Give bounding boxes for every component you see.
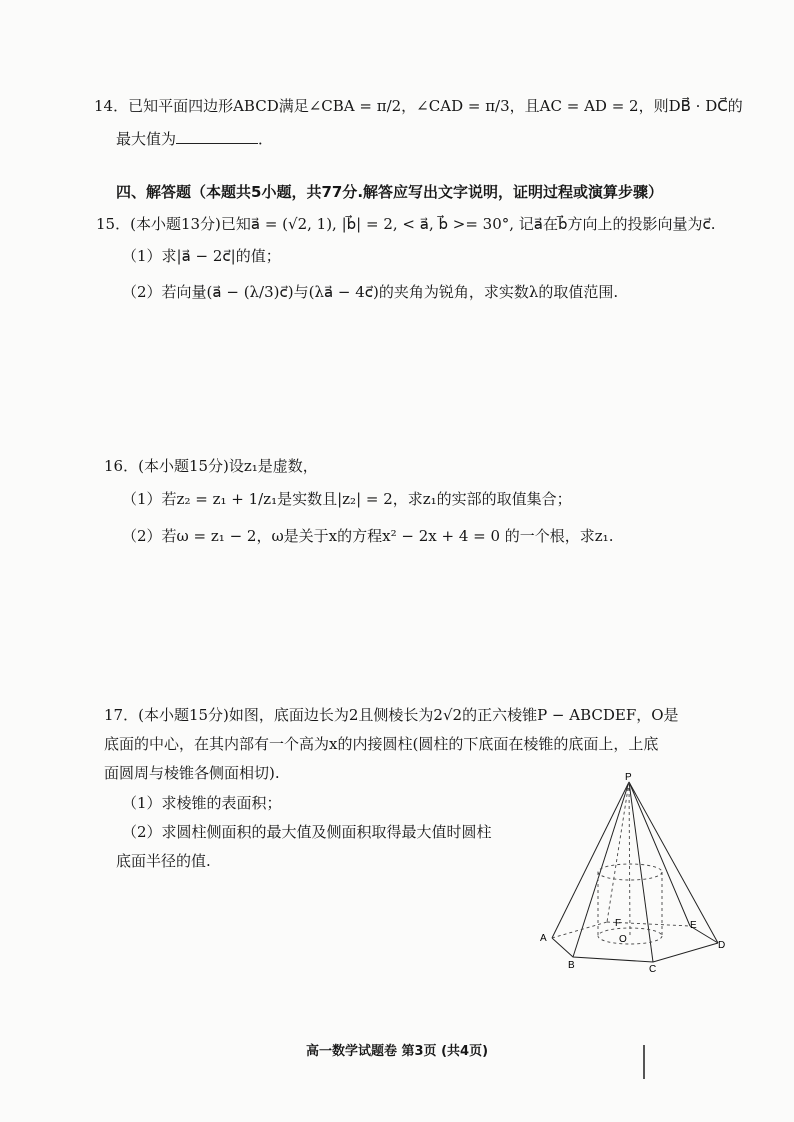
q17-line2: 底面的中心，在其内部有一个高为x的内接圆柱(圆柱的下底面在棱锥的底面上，上底: [104, 735, 659, 753]
q16-stem: 16．(本小题15分)设z₁是虚数，: [104, 457, 318, 475]
q14-line2: [116, 129, 273, 149]
label-A: A: [540, 933, 547, 944]
q16-part1: （1）若z₂ = z₁ + 1/z₁是实数且|z₂| = 2，求z₁的实部的取值集合；: [122, 490, 572, 508]
label-P: P: [625, 772, 632, 783]
margin-mark: [643, 1045, 645, 1079]
base-front: [552, 938, 718, 962]
q15-part1: （1）求|a⃗ − 2c⃗|的值；: [122, 247, 281, 265]
axis-PO: [629, 782, 630, 936]
edge-PC: [629, 782, 653, 962]
page-footer: 高一数学试题卷 第3页 (共4页): [305, 1044, 489, 1059]
edge-PB: [573, 782, 629, 957]
q15-stem: 15．(本小题13分)已知a⃗ = (√2, 1), |b⃗| = 2, < a⃗, b⃗ >= 30°, 记a⃗在b⃗方向上的投影向量为c⃗.: [96, 215, 716, 233]
label-B: B: [568, 960, 575, 971]
label-O: O: [619, 934, 627, 945]
edge-PF: [607, 782, 629, 922]
q17-part1: （1）求棱锥的表面积；: [122, 794, 282, 812]
q14-line1: 14．已知平面四边形ABCD满足∠CBA = π/2，∠CAD = π/3，且AC = AD = 2，则DB⃗ · DC⃗的: [94, 97, 743, 115]
q17-part2a: （2）求圆柱侧面积的最大值及侧面积取得最大值时圆柱: [122, 823, 492, 841]
pyramid-figure: [535, 770, 735, 975]
label-D: D: [718, 940, 726, 951]
q14-line2-text: 最大值为: [116, 130, 177, 148]
cylinder-bottom: [598, 928, 662, 944]
q17-part2b: 底面半径的值.: [116, 852, 211, 870]
q16-part2: （2）若ω = z₁ − 2，ω是关于x的方程x² − 2x + 4 = 0 的一个根，求z₁.: [122, 527, 614, 545]
label-E: E: [690, 920, 697, 931]
answer-blank: [176, 129, 258, 144]
q17-line1: 17．(本小题15分)如图，底面边长为2且侧棱长为2√2的正六棱锥P − ABCDEF，O是: [104, 706, 679, 724]
q17-line3: 面圆周与棱锥各侧面相切).: [104, 764, 280, 782]
edge-PD: [629, 782, 718, 943]
q14-line2-end: ．: [258, 130, 274, 148]
q15-part2: （2）若向量(a⃗ − (λ/3)c⃗)与(λa⃗ − 4c⃗)的夹角为锐角，求实数λ的取值范围.: [122, 283, 619, 301]
section-title: 四、解答题（本题共5小题，共77分.解答应写出文字说明，证明过程或演算步骤）: [116, 183, 664, 201]
label-C: C: [649, 964, 657, 975]
label-F: F: [615, 918, 622, 929]
edge-PA: [552, 782, 629, 938]
